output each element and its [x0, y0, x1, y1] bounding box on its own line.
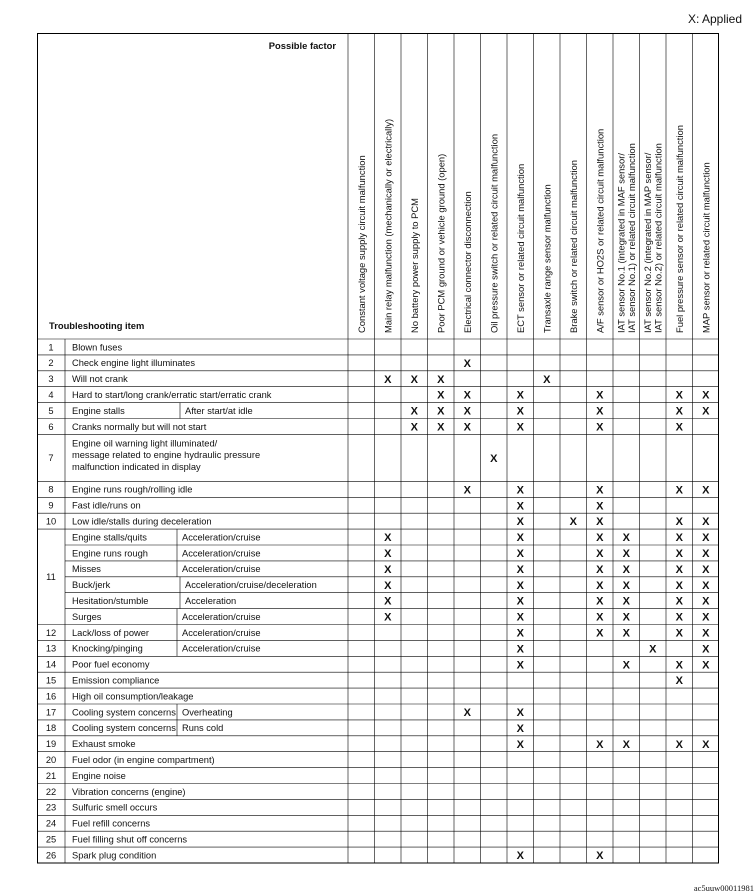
- applied-mark: X: [596, 611, 604, 624]
- row-number: 21: [45, 770, 57, 781]
- factor-header-10: A/F sensor or HO2S or related circuit malfunction: [594, 128, 606, 333]
- item-label: Engine noise: [72, 770, 126, 781]
- item-label: Cranks normally but will not start: [72, 421, 207, 432]
- applied-mark: X: [596, 579, 604, 592]
- item-label: Hesitation/stumble: [72, 595, 149, 606]
- applied-mark: X: [463, 405, 471, 418]
- applied-mark: X: [410, 373, 418, 386]
- applied-mark: X: [702, 738, 710, 751]
- applied-mark: X: [675, 389, 683, 402]
- row-number: 10: [45, 516, 57, 527]
- applied-mark: X: [596, 484, 604, 497]
- condition-label: Acceleration/cruise: [182, 564, 261, 575]
- applied-mark: X: [675, 579, 683, 592]
- applied-mark: X: [596, 627, 604, 640]
- applied-mark: X: [516, 389, 524, 402]
- applied-mark: X: [596, 389, 604, 402]
- applied-mark: X: [384, 563, 392, 576]
- applied-mark: X: [490, 452, 498, 465]
- row-number: 24: [45, 818, 57, 829]
- row-number: 26: [45, 850, 57, 861]
- applied-mark: X: [675, 611, 683, 624]
- row-number: 16: [45, 691, 57, 702]
- item-label: Fast idle/runs on: [72, 500, 141, 511]
- applied-mark: X: [516, 643, 524, 656]
- item-label: Fuel filling shut off concerns: [72, 834, 188, 845]
- row-number: 19: [45, 739, 57, 750]
- applied-mark: X: [596, 532, 604, 545]
- applied-mark: X: [596, 738, 604, 751]
- applied-mark: X: [463, 357, 471, 370]
- applied-mark: X: [622, 595, 630, 608]
- condition-label: After start/at idle: [185, 405, 253, 416]
- applied-mark: X: [516, 706, 524, 719]
- applied-mark: X: [622, 627, 630, 640]
- factor-header-4: Poor PCM ground or vehicle ground (open): [435, 153, 447, 333]
- condition-label: Overheating: [182, 707, 233, 718]
- item-label: message related to engine hydraulic pressure: [72, 450, 261, 461]
- applied-mark: X: [463, 484, 471, 497]
- item-label: Lack/loss of power: [72, 627, 149, 638]
- applied-mark: X: [702, 627, 710, 640]
- condition-label: Acceleration/cruise: [182, 611, 261, 622]
- applied-mark: X: [516, 405, 524, 418]
- applied-mark: X: [702, 405, 710, 418]
- item-label: Vibration concerns (engine): [72, 786, 186, 797]
- item-label: Engine stalls: [72, 405, 125, 416]
- item-label: Buck/jerk: [72, 580, 111, 591]
- applied-mark: X: [437, 373, 445, 386]
- row-number: 2: [48, 358, 54, 369]
- item-label: Knocking/pinging: [72, 643, 143, 654]
- factor-header-12: IAT sensor No.2) or related circuit malfunction: [652, 143, 664, 333]
- applied-mark: X: [516, 722, 524, 735]
- applied-mark: X: [516, 516, 524, 529]
- item-label: Exhaust smoke: [72, 739, 136, 750]
- condition-label: Acceleration/cruise: [182, 627, 261, 638]
- item-label: Engine stalls/quits: [72, 532, 147, 543]
- factor-header-11: IAT sensor No.1) or related circuit malfunction: [626, 143, 637, 333]
- item-label: Blown fuses: [72, 342, 123, 353]
- possible-factor-heading: Possible factor: [268, 40, 336, 51]
- applied-mark: X: [596, 500, 604, 513]
- applied-mark: X: [622, 579, 630, 592]
- item-label: malfunction indicated in display: [72, 462, 201, 472]
- factor-header-11: IAT sensor No.1 (integrated in MAF sensor/: [615, 153, 627, 333]
- applied-mark: X: [702, 547, 710, 560]
- applied-mark: X: [384, 373, 392, 386]
- condition-label: Acceleration/cruise: [182, 548, 261, 559]
- applied-mark: X: [384, 579, 392, 592]
- factor-header-8: Transaxle range sensor malfunction: [541, 184, 553, 333]
- row-number: 14: [45, 659, 57, 670]
- factor-header-2: Main relay malfunction (mechanically or electrically): [382, 118, 394, 333]
- factor-header-12: IAT sensor No.2 (integrated in MAP sensor/: [642, 152, 653, 333]
- applied-mark: X: [516, 611, 524, 624]
- item-label: Fuel refill concerns: [72, 818, 151, 829]
- applied-mark: X: [702, 563, 710, 576]
- row-number: 12: [45, 627, 57, 638]
- applied-mark: X: [596, 850, 604, 863]
- applied-mark: X: [384, 532, 392, 545]
- applied-mark: X: [675, 595, 683, 608]
- matrix-grid: [37, 33, 719, 872]
- factor-header-1: Constant voltage supply circuit malfunction: [355, 155, 367, 333]
- condition-label: Acceleration: [185, 595, 237, 606]
- applied-mark: X: [384, 595, 392, 608]
- applied-mark: X: [675, 421, 683, 434]
- applied-mark: X: [516, 627, 524, 640]
- applied-mark: X: [516, 579, 524, 592]
- applied-mark: X: [516, 421, 524, 434]
- applied-mark: X: [702, 611, 710, 624]
- row-number: 22: [45, 786, 57, 797]
- applied-mark: X: [675, 659, 683, 672]
- factor-header-5: Electrical connector disconnection: [461, 191, 473, 333]
- item-label: Check engine light illuminates: [72, 358, 195, 369]
- applied-mark: X: [675, 405, 683, 418]
- applied-mark: X: [675, 627, 683, 640]
- applied-mark: X: [463, 421, 471, 434]
- applied-mark: X: [543, 373, 551, 386]
- applied-mark: X: [675, 547, 683, 560]
- applied-mark: X: [463, 706, 471, 719]
- item-label: Misses: [72, 564, 101, 575]
- applied-mark: X: [410, 421, 418, 434]
- item-label: Fuel odor (in engine compartment): [72, 754, 215, 765]
- applied-mark: X: [596, 595, 604, 608]
- row-number: 3: [48, 374, 54, 385]
- applied-mark: X: [516, 532, 524, 545]
- row-number: 8: [48, 484, 54, 495]
- row-number: 9: [48, 500, 54, 511]
- factor-header-6: Oil pressure switch or related circuit malfunction: [488, 133, 500, 333]
- applied-mark: X: [569, 516, 577, 529]
- applied-mark: X: [596, 405, 604, 418]
- row-number: 25: [45, 834, 57, 845]
- applied-mark: X: [516, 484, 524, 497]
- row-number: 1: [48, 342, 54, 353]
- item-label: Emission compliance: [72, 675, 160, 686]
- factor-header-14: MAP sensor or related circuit malfunction: [700, 162, 712, 333]
- applied-mark: X: [463, 389, 471, 402]
- applied-mark: X: [437, 405, 445, 418]
- applied-mark: X: [675, 675, 683, 688]
- legend-applied: X: Applied: [687, 12, 742, 26]
- applied-mark: X: [437, 389, 445, 402]
- applied-mark: X: [384, 547, 392, 560]
- applied-mark: X: [622, 611, 630, 624]
- applied-mark: X: [622, 659, 630, 672]
- item-label: High oil consumption/leakage: [72, 691, 194, 702]
- applied-mark: X: [516, 738, 524, 751]
- item-label: Will not crank: [72, 374, 128, 385]
- item-label: Engine runs rough: [72, 548, 148, 559]
- applied-mark: X: [437, 421, 445, 434]
- applied-mark: X: [516, 595, 524, 608]
- item-label: Cooling system concerns: [72, 707, 176, 718]
- item-label: Low idle/stalls during deceleration: [72, 516, 212, 527]
- item-label: Engine runs rough/rolling idle: [72, 484, 193, 495]
- factor-header-7: ECT sensor or related circuit malfunction: [514, 163, 526, 333]
- item-label: Cooling system concerns: [72, 723, 176, 734]
- factor-header-13: Fuel pressure sensor or related circuit malfunction: [673, 125, 685, 333]
- applied-mark: X: [675, 563, 683, 576]
- row-number: 23: [45, 802, 57, 813]
- row-number: 17: [45, 707, 57, 718]
- applied-mark: X: [675, 484, 683, 497]
- item-label: Engine oil warning light illuminated/: [72, 438, 218, 449]
- item-label: Surges: [72, 611, 102, 622]
- item-label: Poor fuel economy: [72, 659, 150, 670]
- condition-label: Acceleration/cruise: [182, 532, 261, 543]
- applied-mark: X: [649, 643, 657, 656]
- applied-mark: X: [516, 500, 524, 513]
- applied-mark: X: [702, 595, 710, 608]
- troubleshooting-item-heading: Troubleshooting item: [49, 320, 145, 331]
- item-label: Sulfuric smell occurs: [72, 802, 158, 813]
- applied-mark: X: [596, 547, 604, 560]
- applied-mark: X: [622, 532, 630, 545]
- row-number: 20: [45, 754, 57, 765]
- factor-header-9: Brake switch or related circuit malfunction: [567, 160, 579, 333]
- applied-mark: X: [675, 738, 683, 751]
- applied-mark: X: [516, 563, 524, 576]
- document-code: ac5uuw00011981: [693, 883, 754, 893]
- applied-mark: X: [516, 547, 524, 560]
- applied-mark: X: [702, 579, 710, 592]
- factor-header-3: No battery power supply to PCM: [408, 198, 420, 333]
- applied-mark: X: [702, 484, 710, 497]
- row-number: 13: [45, 643, 57, 654]
- condition-label: Acceleration/cruise/deceleration: [185, 580, 317, 591]
- applied-mark: X: [702, 643, 710, 656]
- applied-mark: X: [622, 738, 630, 751]
- applied-mark: X: [596, 563, 604, 576]
- applied-mark: X: [516, 659, 524, 672]
- condition-label: Runs cold: [182, 723, 224, 734]
- applied-mark: X: [675, 532, 683, 545]
- item-label: Spark plug condition: [72, 850, 157, 861]
- applied-mark: X: [702, 532, 710, 545]
- troubleshooting-matrix: [37, 33, 719, 872]
- applied-mark: X: [596, 421, 604, 434]
- applied-mark: X: [702, 516, 710, 529]
- applied-mark: X: [702, 389, 710, 402]
- condition-label: Acceleration/cruise: [182, 643, 261, 654]
- row-number: 15: [45, 675, 57, 686]
- applied-mark: X: [702, 659, 710, 672]
- applied-mark: X: [622, 563, 630, 576]
- row-number: 7: [48, 453, 54, 464]
- row-number: 11: [46, 572, 56, 583]
- applied-mark: X: [516, 850, 524, 863]
- applied-mark: X: [596, 516, 604, 529]
- row-number: 6: [48, 421, 54, 432]
- applied-mark: X: [675, 516, 683, 529]
- applied-mark: X: [384, 611, 392, 624]
- row-number: 18: [45, 723, 57, 734]
- item-label: Hard to start/long crank/erratic start/erratic crank: [72, 389, 272, 400]
- applied-mark: X: [410, 405, 418, 418]
- applied-mark: X: [622, 547, 630, 560]
- row-number: 5: [48, 405, 54, 416]
- row-number: 4: [48, 389, 54, 400]
